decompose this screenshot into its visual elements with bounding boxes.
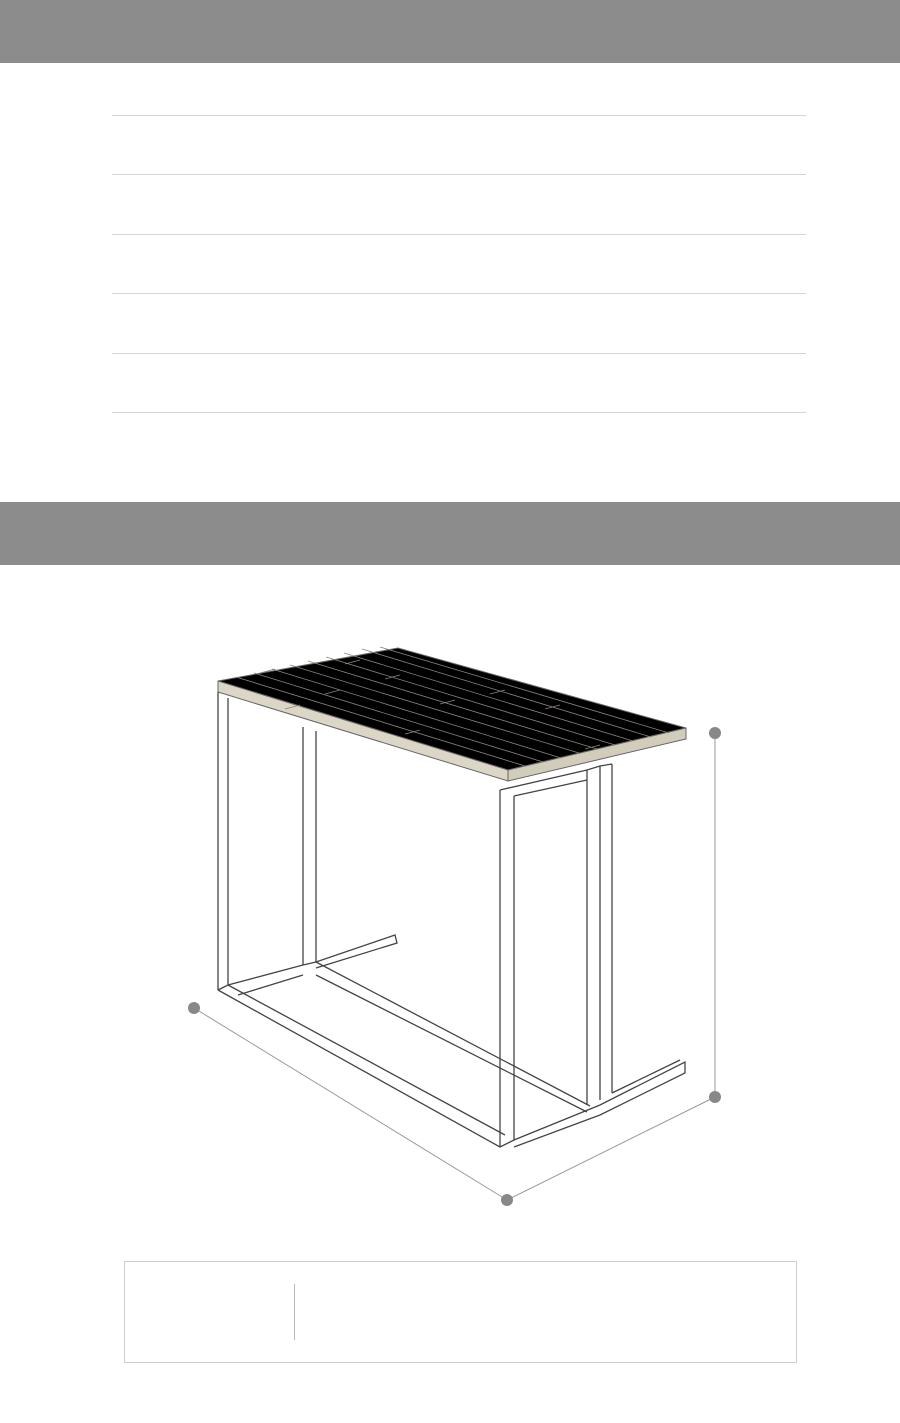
spec-row bbox=[112, 294, 806, 353]
spec-row bbox=[112, 116, 806, 175]
unit-label bbox=[706, 1232, 714, 1252]
table-top-illustration bbox=[218, 647, 686, 781]
check-notice-box bbox=[124, 1261, 797, 1363]
table-dimension-drawing bbox=[0, 565, 900, 1245]
spec-table bbox=[112, 115, 806, 413]
spec-row bbox=[112, 235, 806, 294]
dimension-lines bbox=[194, 733, 715, 1200]
spec-banner bbox=[0, 0, 900, 63]
check-divider bbox=[294, 1284, 295, 1340]
spec-row bbox=[112, 175, 806, 234]
spec-row bbox=[112, 354, 806, 413]
detail-banner bbox=[0, 502, 900, 565]
detail-banner-title bbox=[0, 502, 900, 565]
spec-banner-title bbox=[0, 0, 900, 63]
